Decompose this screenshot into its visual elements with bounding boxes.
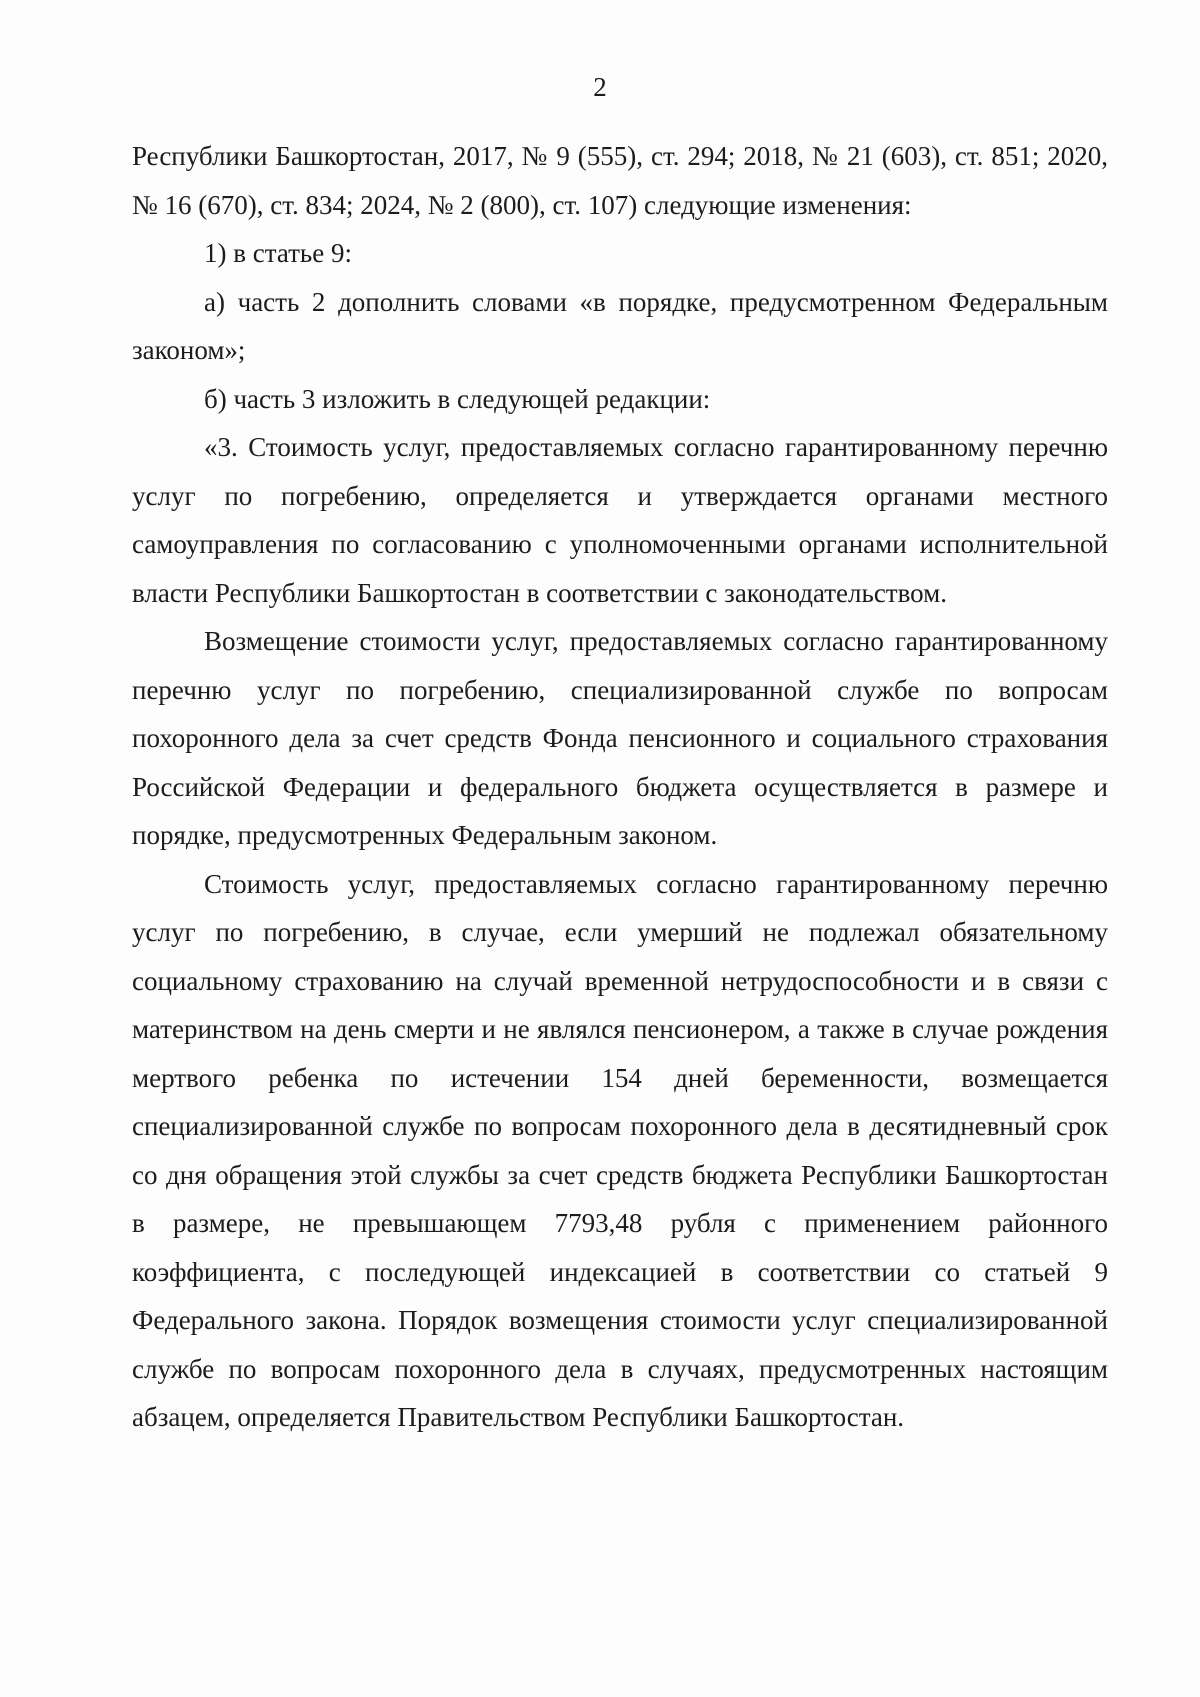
paragraph-cost: Стоимость услуг, предоставляемых согласно гарантированному перечню услуг по погребению, в случае, если умерший не подлежал обязательному социальному страхованию на случай временной нетрудоспособности и в связи с материнством на день смерти и не являлся пенсионером, а также в случае рождения мертвого ребенка по истечении 154 дней беременности, возмещается специализированной службе по вопросам похоронного дела в десятидневный срок со дня обращения этой службы за счет средств бюджета Республики Башкортостан в размере, не превышающем 7793,48 рубля с применением районного коэффициента, с последующей индексацией в соответствии со статьей 9 Федерального закона. Порядок возмещения стоимости услуг специализированной службе по вопросам похоронного дела в случаях, предусмотренных настоящим абзацем, определяется Правительством Республики Башкортостан. (132, 868, 1108, 1432)
paragraph-item-1: 1) в статье 9: (204, 238, 352, 268)
paragraph-item-a: а) часть 2 дополнить словами «в порядке, предусмотренном Федеральным законом»; (132, 286, 1108, 365)
page-number: 2 (593, 72, 607, 102)
document-body (132, 132, 1108, 1442)
paragraph-item-b: б) часть 3 изложить в следующей редакции: (204, 383, 711, 414)
paragraph-part-3: «3. Стоимость услуг, предоставляемых согласно гарантированному перечню услуг по погребению, определяется и утверждается органами местного самоуправления по согласованию с уполномоченными органами исполнительной власти Республики Башкортостан в соответствии с законодательством. (132, 432, 1108, 608)
paragraph-continuation: Республики Башкортостан, 2017, № 9 (555), ст. 294; 2018, № 21 (603), ст. 851; 2020, № 16 (670), ст. 834; 2024, № 2 (800), ст. 107) следующие изменения: (132, 141, 1108, 220)
paragraph-reimbursement: Возмещение стоимости услуг, предоставляемых согласно гарантированному перечню услуг по погребению, специализированной службе по вопросам похоронного дела за счет средств Фонда пенсионного и социального страхования Российской Федерации и федерального бюджета осуществляется в размере и порядке, предусмотренных Федеральным законом. (132, 626, 1108, 850)
